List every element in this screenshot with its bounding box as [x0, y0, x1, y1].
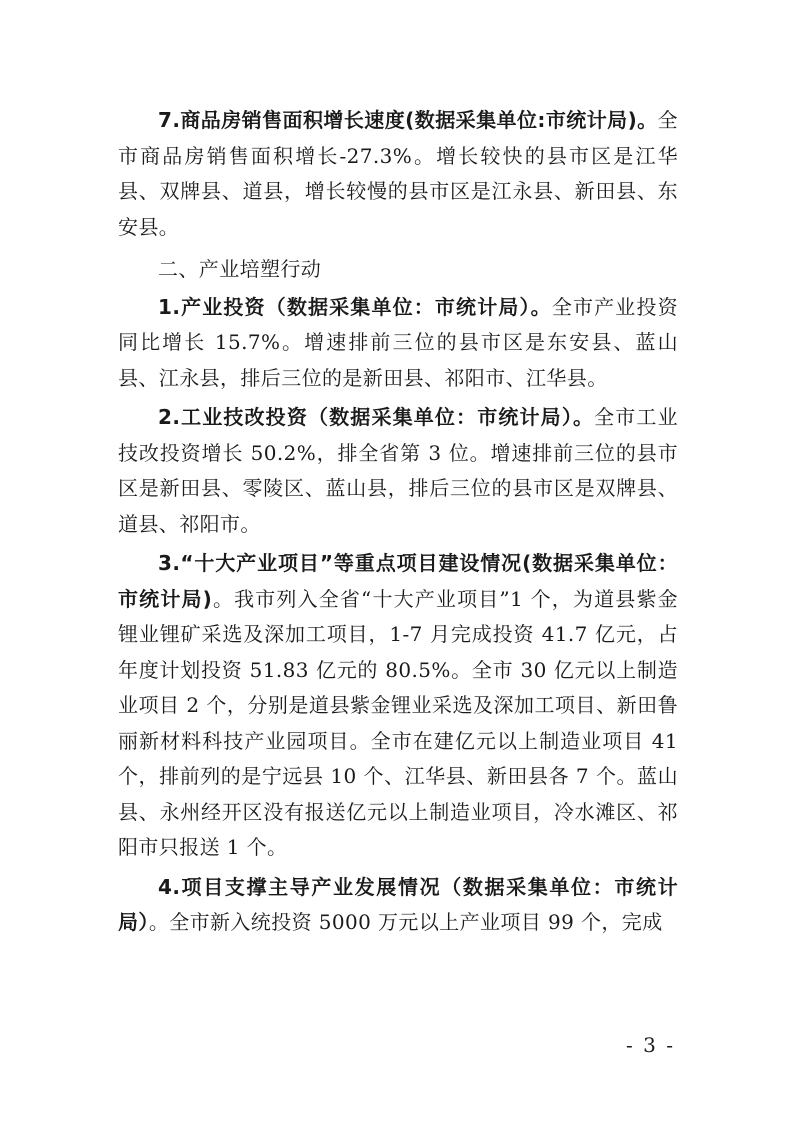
section-heading: 二、产业培塑行动 — [158, 257, 322, 281]
paragraph-key-projects — [118, 546, 678, 866]
paragraph-heading: 3.“十大产业项目”等重点项目建设情况(数据采集单位：市统计局) — [118, 551, 678, 611]
paragraph-heading: 4.项目支撑主导产业发展情况（数据采集单位：市统计局） — [118, 874, 678, 934]
document-page — [118, 103, 678, 941]
paragraph-heading: 1.产业投资（数据采集单位：市统计局）。 — [158, 294, 552, 319]
paragraph-body: 全市工业技改投资增长 50.2%，排全省第 3 位。增速排前三位的县市区是新田县、零陵区、蓝山县，排后三位的县市区是双牌县、道县、祁阳市。 — [118, 405, 678, 536]
paragraph-heading: 7.商品房销售面积增长速度(数据采集单位:市统计局)。 — [158, 108, 658, 132]
paragraph-body: 全市商品房销售面积增长-27.3%。增长较快的县市区是江华县、双牌县、道县，增长较慢的县市区是江永县、新田县、东安县。 — [118, 108, 678, 239]
paragraph-leading-industry — [118, 870, 678, 941]
paragraph-tech-investment — [118, 400, 678, 542]
paragraph-industry-investment — [118, 290, 678, 397]
paragraph-body: 。我市列入全省“十大产业项目”1 个，为道县紫金锂业锂矿采选及深加工项目，1-7 月完成投资 41.7 亿元，占年度计划投资 51.83 亿元的 80.5%。全市 30 亿元以上制造业项目 2 个，分别是道县紫金锂业采选及深加工项目、新田鲁丽新材料科技产业园项目。全市在建亿元以上制造业项目 41 个，排前列的是宁远县 10 个、江华县、新田县各 7 个。蓝山县、永州经开区没有报送亿元以上制造业项目，冷水滩区、祁阳市只报送 1 个。 — [118, 586, 679, 859]
paragraph-body: 全市产业投资同比增长 15.7%。增速排前三位的县市区是东安县、蓝山县、江永县，排后三位的是新田县、祁阳市、江华县。 — [118, 294, 678, 390]
page-number: - 3 - — [626, 1033, 675, 1057]
paragraph-sales-area — [118, 103, 678, 245]
paragraph-heading: 2.工业技改投资（数据采集单位：市统计局）。 — [158, 405, 595, 429]
paragraph-body: 。全市新入统投资 5000 万元以上产业项目 99 个，完成 — [148, 910, 663, 934]
